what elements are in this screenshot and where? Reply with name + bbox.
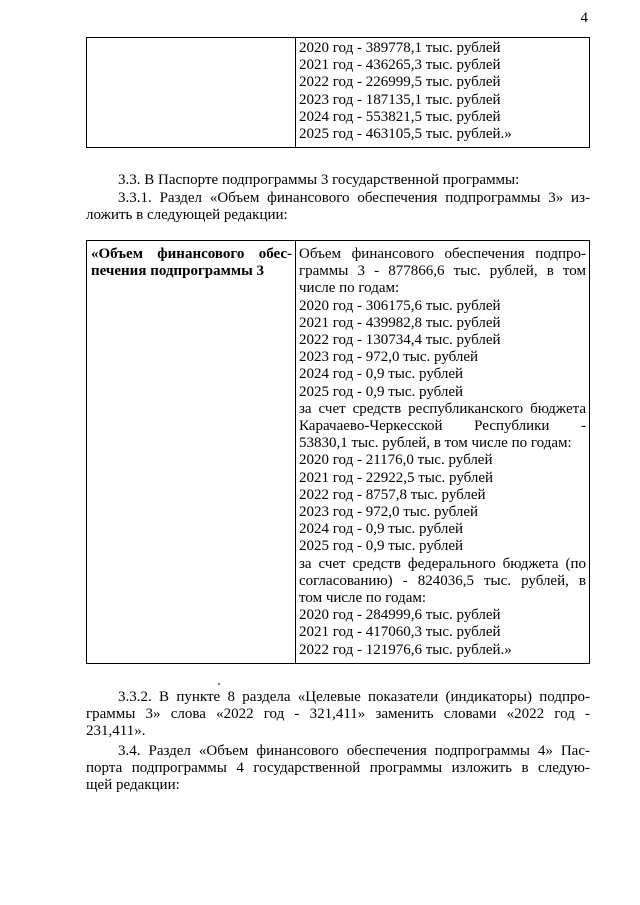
year-amount-line: 2020 год - 389778,1 тыс. рублей <box>299 40 501 56</box>
funding-text-line: том числе по годам: <box>299 590 427 607</box>
year-amount-line: 2022 год - 121976,6 тыс. рублей.» <box>299 641 512 658</box>
funding-text-line: за счет средств федерального бюджета (по <box>299 555 586 572</box>
subprogram-3-funding-table <box>86 240 590 664</box>
table-left-cell-empty <box>87 38 296 148</box>
section-heading-line: «Объем финансового обес- <box>91 246 292 262</box>
year-amount-line: 2023 год - 187135,1 тыс. рублей <box>299 91 501 108</box>
year-amount-line: 2023 год - 972,0 тыс. рублей <box>299 504 479 521</box>
section-heading-line: печения подпрограммы 3 <box>91 263 265 280</box>
paragraph-line: порта подпрограммы 4 государственной программы изложить в следую- <box>86 760 590 777</box>
year-amount-line: 2022 год - 130734,4 тыс. рублей <box>299 332 501 349</box>
year-amount-line: 2025 год - 0,9 тыс. рублей <box>299 538 464 555</box>
year-amount-line: 2021 год - 436265,3 тыс. рублей <box>299 57 501 74</box>
funding-text-line: Карачаево-Черкесской Республики - <box>299 418 586 435</box>
year-amount-line: 2021 год - 439982,8 тыс. рублей <box>299 314 501 331</box>
year-amount-line: 2022 год - 8757,8 тыс. рублей <box>299 486 486 503</box>
year-amount-line: 2020 год - 284999,6 тыс. рублей <box>299 607 501 624</box>
year-amount-line: 2024 год - 0,9 тыс. рублей <box>299 521 464 538</box>
page-number: 4 <box>580 10 588 26</box>
paragraph-3-4 <box>86 743 590 795</box>
paragraph-line: 3.3.1. Раздел «Объем финансового обеспечения подпрограммы 3» из- <box>118 190 590 206</box>
table-right-cell <box>296 241 590 664</box>
year-amount-line: 2020 год - 306175,6 тыс. рублей <box>299 297 501 314</box>
year-amount-line: 2022 год - 226999,5 тыс. рублей <box>299 74 501 91</box>
paragraph-line: ложить в следующей редакции: <box>86 207 288 224</box>
paragraph-line: 3.3.2. В пункте 8 раздела «Целевые показатели (индикаторы) подпро- <box>118 689 590 705</box>
scan-speck <box>218 683 220 685</box>
paragraph-3-3-2 <box>86 689 590 741</box>
paragraph-line: 3.3. В Паспорте подпрограммы 3 государственной программы: <box>118 172 520 188</box>
funding-text-line: Объем финансового обеспечения подпро- <box>299 246 586 262</box>
funding-text-line: граммы 3 - 877866,6 тыс. рублей, в том <box>299 263 586 280</box>
funding-text-line: 53830,1 тыс. рублей, в том числе по годам: <box>299 435 572 452</box>
table-left-cell <box>87 241 296 664</box>
paragraph-line: граммы 3» слова «2022 год - 321,411» заменить словами «2022 год - <box>86 706 590 723</box>
paragraph-line: щей редакции: <box>86 777 180 794</box>
year-amount-line: 2024 год - 0,9 тыс. рублей <box>299 366 464 383</box>
paragraph-line: 231,411». <box>86 723 146 740</box>
funding-text-line: числе по годам: <box>299 280 400 297</box>
funding-text-line: за счет средств республиканского бюджета <box>299 400 586 417</box>
year-amount-line: 2025 год - 0,9 тыс. рублей <box>299 383 464 400</box>
funding-table-continued <box>86 37 590 148</box>
year-amount-line: 2021 год - 22922,5 тыс. рублей <box>299 469 494 486</box>
paragraph-3-3 <box>86 172 590 189</box>
year-amount-line: 2021 год - 417060,3 тыс. рублей <box>299 624 501 641</box>
year-amount-line: 2023 год - 972,0 тыс. рублей <box>299 349 479 366</box>
paragraph-3-3-1 <box>86 190 590 224</box>
table-row <box>87 241 590 664</box>
year-amount-line: 2024 год - 553821,5 тыс. рублей <box>299 108 501 125</box>
year-amount-line: 2025 год - 463105,5 тыс. рублей.» <box>299 126 512 143</box>
paragraph-line: 3.4. Раздел «Объем финансового обеспечения подпрограммы 4» Пас- <box>118 743 590 759</box>
year-amount-line: 2020 год - 21176,0 тыс. рублей <box>299 452 493 469</box>
table-row <box>87 38 590 148</box>
funding-text-line: согласованию) - 824036,5 тыс. рублей, в <box>299 572 586 589</box>
table-right-cell <box>296 38 590 148</box>
